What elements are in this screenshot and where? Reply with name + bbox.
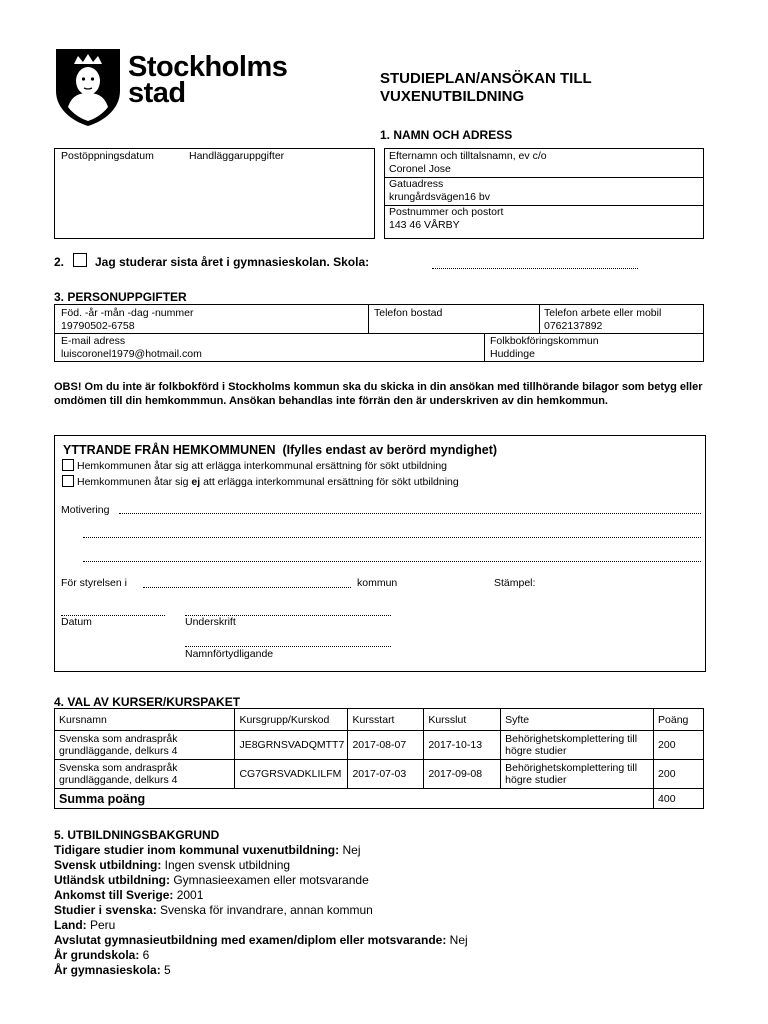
background-label: Tidigare studier inom kommunal vuxenutbildning: xyxy=(54,843,340,857)
background-value: Nej xyxy=(339,843,361,857)
municipality-label: Folkbokföringskommun xyxy=(490,335,599,347)
background-item xyxy=(54,888,468,903)
statement-title-main: YTTRANDE FRÅN HEMKOMMUNEN xyxy=(63,443,276,457)
clarification-label: Namnförtydligande xyxy=(185,648,274,660)
background-label: År gymnasieskola: xyxy=(54,963,161,977)
clarification-dotted-line[interactable] xyxy=(185,646,391,647)
background-item xyxy=(54,843,468,858)
dob-value[interactable]: 19790502-6758 xyxy=(61,320,135,332)
kommun-label: kommun xyxy=(357,577,398,589)
course-start: 2017-07-03 xyxy=(348,760,424,789)
notice-text: OBS! Om du inte är folkbokförd i Stockholms kommun ska du skicka in din ansökan med tillhörande bilagor som betyg eller omdömen till din hemkommmun. Ansökan behandlas inte förrän den är underskriven av din hemkommun. xyxy=(54,381,703,407)
motivation-line-1[interactable] xyxy=(119,513,701,514)
motivation-label: Motivering xyxy=(61,504,110,516)
courses-table xyxy=(54,708,704,809)
street-value[interactable]: krungårdsvägen16 bv xyxy=(389,191,490,203)
dob-label: Föd. -år -mån -dag -nummer xyxy=(61,307,194,319)
phone-work-value[interactable]: 0762137892 xyxy=(544,320,603,332)
sum-value: 400 xyxy=(654,789,704,809)
school-dotted-line[interactable] xyxy=(432,268,638,269)
background-label: År grundskola: xyxy=(54,948,140,962)
background-value: Peru xyxy=(86,918,116,932)
header-purpose: Syfte xyxy=(501,709,654,731)
sum-label: Summa poäng xyxy=(55,789,654,809)
course-code: CG7GRSVADKLILFM xyxy=(235,760,348,789)
statement-title xyxy=(63,443,497,457)
background-item xyxy=(54,903,468,918)
course-start: 2017-08-07 xyxy=(348,731,424,760)
course-name: Svenska som andraspråk grundläggande, delkurs 4 xyxy=(55,760,235,789)
background-item xyxy=(54,873,468,888)
courses-header-row xyxy=(55,709,704,731)
background-value: Nej xyxy=(446,933,468,947)
course-end: 2017-09-08 xyxy=(424,760,501,789)
header-course-start: Kursstart xyxy=(348,709,424,731)
option2-label xyxy=(77,476,459,489)
option2-post: att erlägga interkommunal ersättning för sökt utbildning xyxy=(200,476,459,488)
background-label: Studier i svenska: xyxy=(54,903,157,917)
background-value: 5 xyxy=(160,963,171,977)
background-item xyxy=(54,948,468,963)
course-points: 200 xyxy=(654,760,704,789)
street-label: Gatuadress xyxy=(389,178,444,190)
city-logo xyxy=(54,47,294,127)
section3-title: 3. PERSONUPPGIFTER xyxy=(54,290,187,304)
section5-title: 5. UTBILDNINGSBAKGRUND xyxy=(54,828,220,842)
phone-work-label: Telefon arbete eller mobil xyxy=(544,307,662,319)
personal-info-box xyxy=(54,304,704,362)
background-value: Gymnasieexamen eller motsvarande xyxy=(170,873,369,887)
background-label: Ankomst till Sverige: xyxy=(54,888,174,902)
phone-home-label: Telefon bostad xyxy=(374,307,443,319)
name-value[interactable]: Coronel Jose xyxy=(389,163,451,175)
email-label: E-mail adress xyxy=(61,335,126,347)
section2-number: 2. xyxy=(54,255,65,269)
name-address-box xyxy=(384,148,704,239)
office-use-box xyxy=(54,148,375,239)
sum-row xyxy=(55,789,704,809)
course-end: 2017-10-13 xyxy=(424,731,501,760)
document-title xyxy=(380,70,592,106)
background-item xyxy=(54,963,468,978)
postal-label: Postnummer och postort xyxy=(389,206,504,218)
signature-label: Underskrift xyxy=(185,616,236,628)
course-purpose: Behörighetskomplettering till högre studier xyxy=(501,760,654,789)
board-dotted-line[interactable] xyxy=(143,587,351,588)
background-item xyxy=(54,858,468,873)
education-background xyxy=(54,843,468,978)
table-row xyxy=(55,760,704,789)
background-value: 6 xyxy=(139,948,150,962)
logo-text-line1: Stockholms xyxy=(128,51,288,83)
background-value: Svenska för invandrare, annan kommun xyxy=(156,903,373,917)
header-course-end: Kursslut xyxy=(424,709,501,731)
option1-checkbox[interactable] xyxy=(62,459,74,471)
last-year-checkbox[interactable] xyxy=(73,253,87,267)
background-label: Svensk utbildning: xyxy=(54,858,162,872)
stamp-label: Stämpel: xyxy=(494,577,536,589)
background-item xyxy=(54,918,468,933)
email-value[interactable]: luiscoronel1979@hotmail.com xyxy=(61,348,202,360)
board-label: För styrelsen i xyxy=(61,577,127,589)
municipality-value[interactable]: Huddinge xyxy=(490,348,535,360)
course-code: JE8GRNSVADQMTT7 xyxy=(235,731,348,760)
background-label: Land: xyxy=(54,918,87,932)
date-label: Datum xyxy=(61,616,92,628)
option1-label: Hemkommunen åtar sig att erlägga interkommunal ersättning för sökt utbildning xyxy=(77,460,448,472)
course-points: 200 xyxy=(654,731,704,760)
motivation-line-2[interactable] xyxy=(83,537,701,538)
option2-ej: ej xyxy=(191,476,201,488)
home-municipality-statement xyxy=(54,435,706,672)
header-course-code: Kursgrupp/Kurskod xyxy=(235,709,348,731)
post-open-date-label: Postöppningsdatum xyxy=(61,150,154,162)
table-row xyxy=(55,731,704,760)
title-line1: STUDIEPLAN/ANSÖKAN TILL xyxy=(380,70,592,87)
motivation-line-3[interactable] xyxy=(83,561,701,562)
header-course-name: Kursnamn xyxy=(55,709,235,731)
option2-checkbox[interactable] xyxy=(62,475,74,487)
background-label: Avslutat gymnasieutbildning med examen/diplom eller motsvarande: xyxy=(54,933,447,947)
postal-value[interactable]: 143 46 VÅRBY xyxy=(389,219,460,231)
background-value: Ingen svensk utbildning xyxy=(161,858,291,872)
statement-title-sub: (Ifylles endast av berörd myndighet) xyxy=(282,443,498,457)
name-label: Efternamn och tilltalsnamn, ev c/o xyxy=(389,150,547,162)
header-points: Poäng xyxy=(654,709,704,731)
section2-text: Jag studerar sista året i gymnasieskolan. Skola: xyxy=(95,255,370,269)
handler-info-label: Handläggaruppgifter xyxy=(189,150,285,162)
logo-text-line2: stad xyxy=(128,77,186,109)
course-purpose: Behörighetskomplettering till högre studier xyxy=(501,731,654,760)
background-label: Utländsk utbildning: xyxy=(54,873,170,887)
crest-icon xyxy=(54,47,122,127)
option2-pre: Hemkommunen åtar sig xyxy=(77,476,192,488)
title-line2: VUXENUTBILDNING xyxy=(380,88,525,105)
course-name: Svenska som andraspråk grundläggande, delkurs 4 xyxy=(55,731,235,760)
background-value: 2001 xyxy=(173,888,204,902)
section1-title: 1. NAMN OCH ADRESS xyxy=(380,128,513,142)
background-item xyxy=(54,933,468,948)
section4-title: 4. VAL AV KURSER/KURSPAKET xyxy=(54,695,241,709)
